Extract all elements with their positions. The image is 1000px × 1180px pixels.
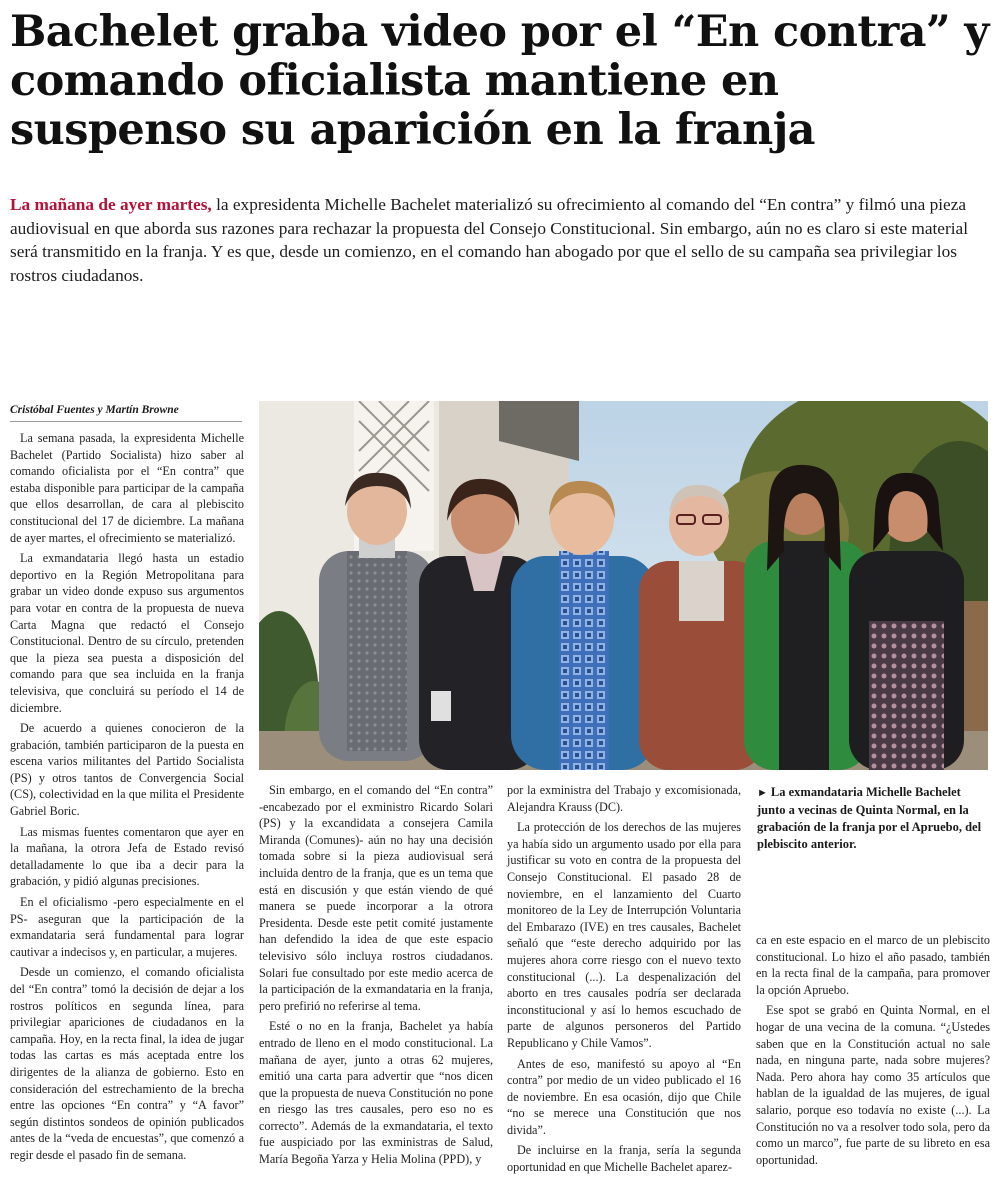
body-paragraph: Las mismas fuentes comentaron que ayer en la mañana, la otrora Jefa de Estado revisó detalladamente lo que iba a decir para la grabación, y pidió algunas precisiones. bbox=[10, 824, 244, 889]
body-paragraph: En el oficialismo -pero especialmente en el PS- aseguran que la participación de la exmandataria será fundamental para lograr cautivar a indecisos y, en particular, a mujeres. bbox=[10, 895, 244, 959]
lead-kicker: La mañana de ayer martes, bbox=[10, 195, 212, 214]
group-photo-illustration bbox=[259, 401, 988, 770]
body-paragraph: De acuerdo a quienes conocieron de la grabación, también participaron de la puesta en escena varios militantes del Partido Socialista (PS) y otros tantos de Convergencia Social (CS), colectividad en la que milita el Presidente Gabriel Boric. bbox=[10, 721, 244, 819]
caption-arrow-icon: ► bbox=[757, 787, 768, 799]
article-photo bbox=[259, 401, 988, 770]
byline: Cristóbal Fuentes y Martín Browne bbox=[10, 402, 242, 422]
body-paragraph: La protección de los derechos de las mujeres ya había sido un argumento usado por ella para justificar su voto en contra de la propuesta del Consejo Constitucional. El pasado 28 de noviembre, en el lanzamiento del Cuarto monitoreo de la Ley de Interrupción Voluntaria del Embarazo (IVE) en tres causales, Bachelet señaló que “este derecho adquirido por las mujeres ahora corre riesgo con el nuevo texto constitucional (...). La despenalización del aborto en tres causales podría ser declarada inconstitucional y así lo hemos escuchado de parte de algunos personeros del Partido Republicano y Chile Vamos”. bbox=[507, 820, 741, 1050]
body-paragraph: ca en este espacio en el marco de un plebiscito constitucional. Lo hizo el año pasado, también en la recta final de la campaña, para promover la opción Apruebo. bbox=[756, 933, 990, 997]
headline: Bachelet graba video por el “En contra” y comando oficialista mantiene en suspenso su aparición en la franja bbox=[10, 7, 989, 155]
lead-paragraph bbox=[10, 193, 992, 287]
caption-text: La exmandataria Michelle Bachelet junto a vecinas de Quinta Normal, en la grabación de la franja por el Apruebo, del plebiscito anterior. bbox=[757, 785, 982, 851]
article-column-1 bbox=[10, 430, 244, 1168]
body-paragraph: Antes de eso, manifestó su apoyo al “En contra” por medio de un video publicado el 16 de noviembre. En esa ocasión, dijo que Chile “no se merece una Constitución que nos divida”. bbox=[507, 1056, 741, 1137]
body-paragraph: De incluirse en la franja, sería la segunda oportunidad en que Michelle Bachelet aparez- bbox=[507, 1143, 741, 1175]
body-paragraph: Desde un comienzo, el comando oficialista del “En contra” tomó la decisión de dejar a los rostros políticos en segunda línea, para privilegiar apariciones de ciudadanos en la campaña. Hoy, en la recta final, la idea de jugar todas las cartas es más aceptada entre los dirigentes de la alianza de gobierno. Esto en consideración del estrechamiento de la brecha entre las opciones “En contra” y “A favor” según distintos sondeos de opinión publicados antes de la “veda de encuestas”, que comenzó a regir desde el pasado fin de semana. bbox=[10, 965, 244, 1162]
body-paragraph: La exmandataria llegó hasta un estadio deportivo en la Región Metropolitana para grabar un video donde expuso sus argumentos para votar en contra de la propuesta de nueva Carta Magna que redactó el Consejo Constitucional. Dentro de su círculo, pretenden que la pieza sea puesta a disposición del comando para que sea incluida en la franja televisiva, que concluirá su período el 14 de diciembre. bbox=[10, 551, 244, 715]
lead-text: la expresidenta Michelle Bachelet materializó su ofrecimiento al comando del “En contra” y filmó una pieza audiovisual en que aborda sus razones para rechazar la propuesta del Consejo Constitucional. Sin embargo, aún no es claro si este material será transmitido en la franja. Y es que, desde un comienzo, en el comando han abogado por que el sello de su campaña sea privilegiar los rostros ciudadanos. bbox=[10, 195, 969, 285]
body-paragraph: La semana pasada, la expresidenta Michelle Bachelet (Partido Socialista) hizo saber al comando oficialista por el “En contra” que estaba disponible para participar de la campaña que ellos desarrollan, de cara al plebiscito constitucional del 17 de diciembre. La mañana de ayer martes, el ofrecimiento se materializó. bbox=[10, 431, 244, 545]
body-paragraph: por la exministra del Trabajo y excomisionada, Alejandra Krauss (DC). bbox=[507, 783, 741, 814]
body-paragraph: Ese spot se grabó en Quinta Normal, en el hogar de una vecina de la comuna. “¿Ustedes saben que en la Constitución actual no sale nada, en ninguna parte, nada sobre mujeres? Nada. Pero ahora hay como 35 artículos que hablan de la igualdad de las mujeres, de igual salario, porque eso todavía no existe (...). La Constitución no va a resolver todo sola, pero da como un marco”, fue parte de su libreto en esa oportunidad. bbox=[756, 1003, 990, 1167]
article-column-2 bbox=[259, 782, 493, 1172]
body-paragraph: Esté o no en la franja, Bachelet ya había entrado de lleno en el modo constitucional. La mañana de ayer, junto a otras 62 mujeres, emitió una carta para advertir que “nos dicen que la propuesta de nueva Constitución no pone en riesgo las tres causales, pero eso no es correcto”. Además de la exmandataria, el texto fue auspiciado por las exministras de Salud, María Begoña Yarza y Helia Molina (PPD), y bbox=[259, 1019, 493, 1167]
body-paragraph: Sin embargo, en el comando del “En contra” -encabezado por el exministro Ricardo Solari (PS) y la excandidata a consejera Camila Miranda (Comunes)- aún no hay una decisión tomada sobre si la pieza audiovisual será incluida dentro de la franja, que es un tema que está en discusión y que están viendo de qué manera se puede incorporar a la otrora Presidenta. Desde este petit comité justamente han defendido la idea de que este espacio televisivo sólo incluya rostros ciudadanos. Solari fue consultado por este medio acerca de la participación de la exmandataria en la franja, pero prefirió no referirse al tema. bbox=[259, 783, 493, 1013]
article-column-4 bbox=[756, 932, 990, 1172]
article-column-3 bbox=[507, 782, 741, 1180]
photo-caption bbox=[757, 784, 989, 853]
